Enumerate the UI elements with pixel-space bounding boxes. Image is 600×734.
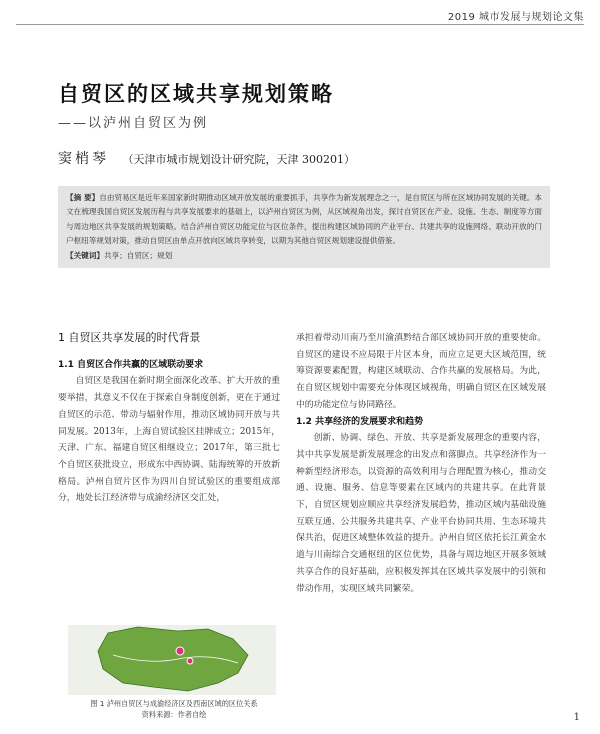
abstract-label: 【摘 要】	[66, 193, 100, 202]
keywords-label: 【关键词】	[66, 250, 104, 260]
figure-source: 资料来源：作者自绘	[141, 710, 207, 719]
article-subtitle: ——以泸州自贸区为例	[58, 116, 209, 131]
keywords-text: 共享；自贸区；规划	[103, 250, 173, 260]
figure-caption	[58, 698, 290, 720]
subsection-heading: 1.1 自贸区合作共赢的区域联动要求	[58, 359, 204, 370]
author-affiliation: （天津市城市规划设计研究院，天津 300201）	[122, 153, 355, 166]
body-paragraph: 承担着带动川南乃至川渝滇黔结合部区域协同开放的重要使命。自贸区的建设不应局限于片区本身，而应立足更大区域范围，统筹资源要素配置，构建区域联动、合作共赢的发展格局。为此，在自贸区规划中需要充分体现区域视角，明确自贸区在区域发展中的功能定位与协同路径。	[296, 333, 546, 410]
section-heading: 1 自贸区共享发展的时代背景	[58, 331, 201, 344]
header-rule	[16, 24, 584, 25]
location-map	[68, 625, 276, 695]
subsection-heading: 1.2 共享经济的发展要求和趋势	[296, 416, 424, 427]
body-paragraph: 创新、协调、绿色、开放、共享是新发展理念的重要内容，其中共享发展是新发展理念的出发点和落脚点。共享经济作为一种新型经济形态，以资源的高效利用与合理配置为核心，推动交通、设施、服务、信息等要素在区域内的共建共享。在此背景下，自贸区规划应顺应共享经济发展趋势，推动区域内基础设施互联互通、公共服务共建共享、产业平台协同共用、生态环境共保共治，促进区域整体效益的提升。泸州自贸区依托长江黄金水道与川南综合交通枢纽的区位优势，具备与周边地区开展多领域共享合作的良好基础，应积极发挥其在区域共享发展中的引领和带动作用，实现区域共同繁荣。	[296, 433, 546, 594]
author-line	[58, 148, 355, 168]
left-column	[58, 330, 280, 507]
running-header: 2019 城市发展与规划论文集	[447, 12, 584, 23]
location-marker	[187, 658, 193, 664]
page-number: 1	[573, 712, 580, 723]
article-title: 自贸区的区域共享规划策略	[58, 82, 334, 106]
right-column	[296, 330, 546, 597]
body-paragraph: 自贸区是我国在新时期全面深化改革、扩大开放的重要举措，其意义不仅在于探索自身制度创新，更在于通过自贸区的示范、带动与辐射作用，推动区域协同开放与共同发展。2013年，上海自贸试验区挂牌成立；2015年，天津、广东、福建自贸区相继设立；2017年，第三批七个自贸区获批设立，形成东中西协调、陆海统筹的开放新格局。泸州自贸片区作为四川自贸试验区的重要组成部分，地处长江经济带与成渝经济区交汇处，	[58, 376, 280, 504]
abstract-box	[58, 186, 550, 268]
abstract-text: 自由贸易区是近年来国家新时期推动区域开放发展的重要抓手，共享作为新发展理念之一，是自贸区与所在区域协同发展的关键。本文在梳理我国自贸区发展历程与共享发展要求的基础上，以泸州自贸区为例，从区域视角出发，探讨自贸区在产业、设施、生态、制度等方面与周边地区共享发展的规划策略。结合泸州自贸区功能定位与区位条件，提出构建区域协同的产业平台、共建共享的设施网络、联动开放的门户枢纽等规划对策，推动自贸区由单点开放向区域共享转变，以期为其他自贸区规划建设提供借鉴。	[66, 193, 542, 246]
author-name: 窦梢琴	[58, 151, 109, 167]
location-marker	[176, 647, 184, 655]
figure-caption-text: 图 1 泸州自贸区与成渝经济区及西南区域的区位关系	[90, 699, 258, 708]
